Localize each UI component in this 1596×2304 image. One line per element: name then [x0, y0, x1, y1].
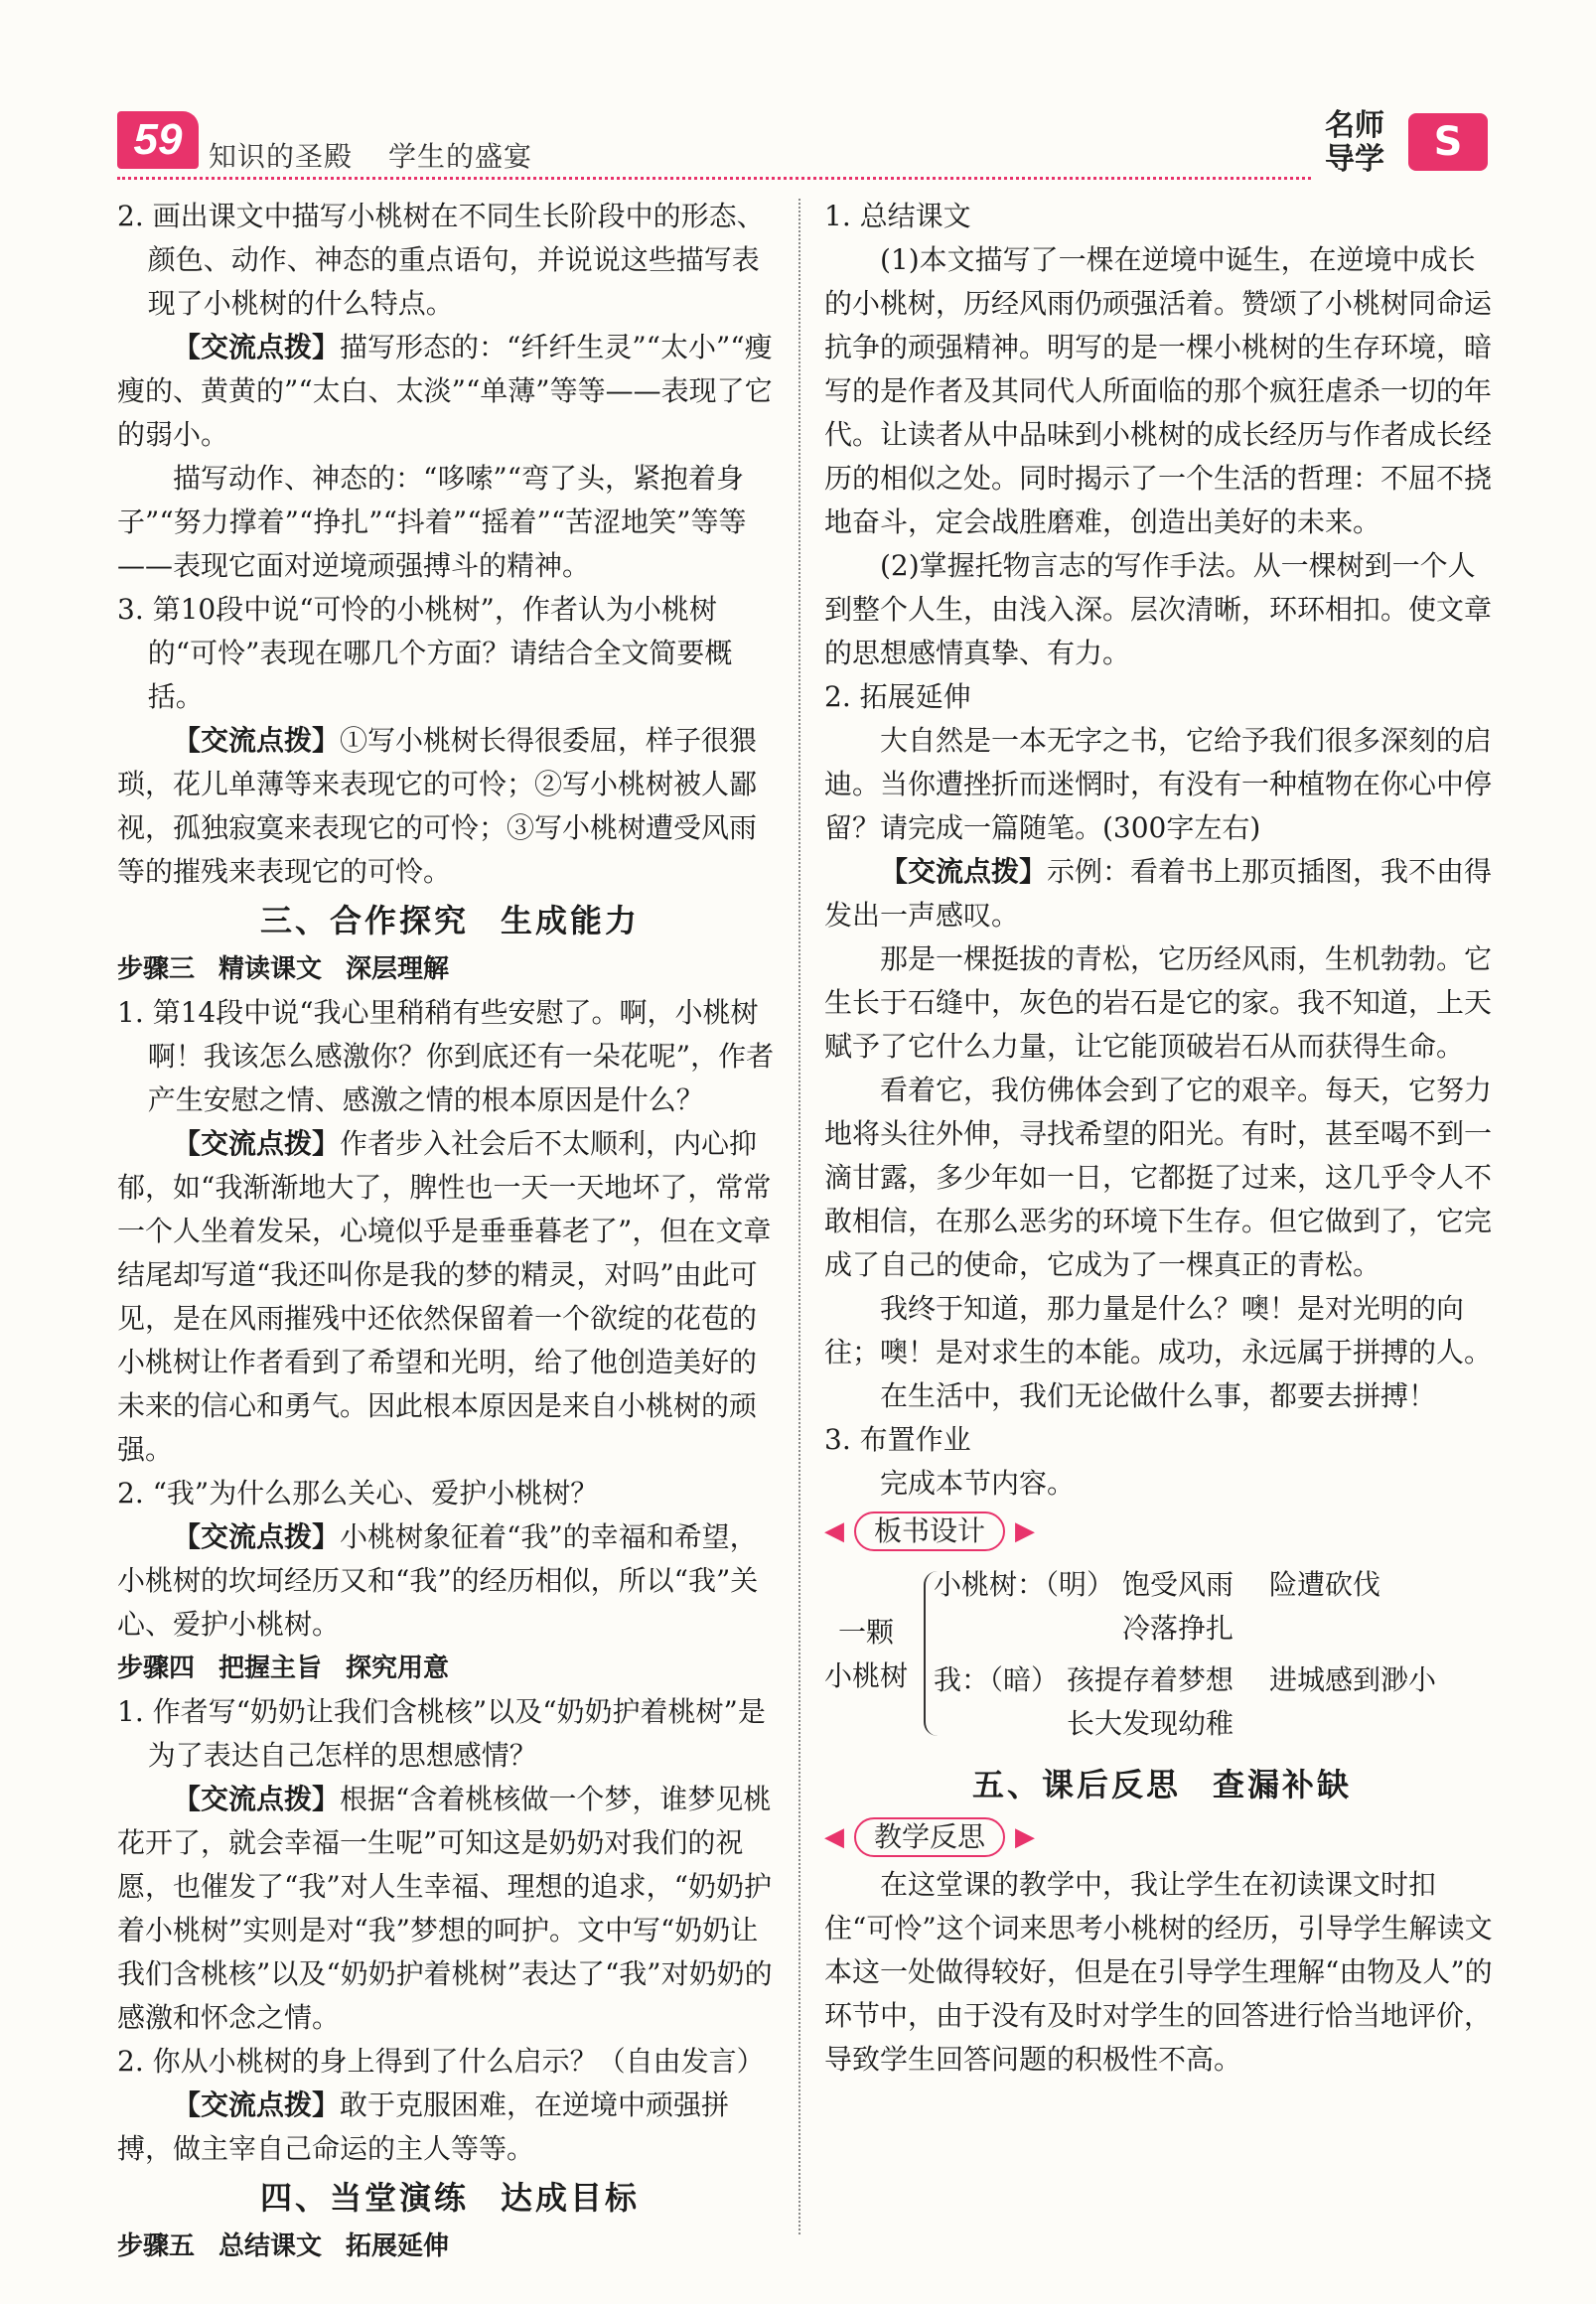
paragraph: 那是一棵挺拔的青松，它历经风雨，生机勃勃。它生长于石缝中，灰色的岩石是它的家。我不知道，上天赋予了它什么力量，让它能顶破岩石从而获得生命。 [824, 942, 1493, 1063]
slogan-2: 学生的盛宴 [388, 140, 533, 173]
header-rule [117, 177, 1311, 180]
header-slogan [209, 135, 568, 175]
tip-label: 【交流点拨】 [173, 1783, 341, 1815]
question: 2. 画出课文中描写小桃树在不同生长阶段中的形态、颜色、动作、神态的重点语句，并说说这些描写表现了小桃树的什么特点。 [117, 200, 765, 320]
brand-text-1: 名师 [1325, 108, 1384, 143]
paragraph: 完成本节内容。 [880, 1467, 1076, 1500]
arrow-left-icon: ◀ [824, 1516, 844, 1546]
question: 1. 第14段中说“我心里稍稍有些安慰了。啊，小桃树啊！我该怎么感激你？你到底还有一朵花呢”，作者产生安慰之情、感激之情的根本原因是什么？ [117, 996, 775, 1116]
tip-label: 【交流点拨】 [173, 1520, 341, 1553]
paragraph: 在这堂课的教学中，我让学生在初读课文时扣住“可怜”这个词来思考小桃树的经历，引导学生解读文本这一处做得较好，但是在引导学生理解“由物及人”的环节中，由于没有及时对学生的回答进行恰当地评价，导致学生回答问题的积极性不高。 [824, 1868, 1493, 2076]
tip-label: 【交流点拨】 [173, 724, 341, 757]
question: 2. 你从小桃树的身上得到了什么启示？（自由发言） [117, 2045, 765, 2078]
tip-label: 【交流点拨】 [880, 855, 1048, 888]
board-design-tag: ◀ 板书设计 ▶ [824, 1510, 1035, 1553]
paragraph: (1)本文描写了一棵在逆境中诞生，在逆境中成长的小桃树，历经风雨仍顽强活着。赞颂了小桃树同命运抗争的顽强精神。明写的是一棵小桃树的生存环境，暗写的是作者及其同代人所面临的那个疯狂虐杀一切的年代。让读者从中品味到小桃树的成长经历与作者成长经历的相似之处。同时揭示了一个生活的哲理：不屈不挠地奋斗，定会战胜磨难，创造出美好的未来。 [824, 243, 1493, 538]
brand-logo-icon: S [1408, 113, 1488, 171]
brand-text-2: 导学 [1325, 142, 1384, 177]
board-design: 一颗 小桃树 小桃树：（明） 饱受风雨 险遭砍伐 冷落挣扎 我：（暗） 孩提存着梦想 进城感到渺小 长大发现幼稚 [824, 1568, 1437, 1740]
answer: 【交流点拨】小桃树象征着“我”的幸福和希望，小桃树的坎坷经历又和“我”的经历相似，所以“我”关心、爱护小桃树。 [117, 1520, 759, 1641]
arrow-right-icon: ▶ [1015, 1516, 1036, 1546]
paragraph: 我终于知道，那力量是什么？噢！是对光明的向往；噢！是对求生的本能。成功，永远属于拼搏的人。 [824, 1292, 1493, 1368]
arrow-left-icon: ◀ [824, 1822, 844, 1852]
tip-label: 【交流点拨】 [173, 2088, 341, 2121]
page-header [0, 0, 1596, 189]
arrow-right-icon: ▶ [1015, 1822, 1036, 1852]
answer: 【交流点拨】①写小桃树长得很委屈，样子很猥琐，花儿单薄等来表现它的可怜；②写小桃树被人鄙视，孤独寂寞来表现它的可怜；③写小桃树遭受风雨等的摧残来表现它的可怜。 [117, 724, 758, 888]
answer: 描写动作、神态的：“哆嗦”“弯了头，紧抱着身子”“努力撑着”“挣扎”“抖着”“摇着”“苦涩地笑”等等——表现它面对逆境顽强搏斗的精神。 [117, 462, 747, 582]
tip-label: 【交流点拨】 [173, 1127, 341, 1160]
reflection-tag: ◀ 教学反思 ▶ [824, 1815, 1035, 1859]
answer: 【交流点拨】示例：看着书上那页插图，我不由得发出一声感叹。 [824, 855, 1493, 932]
brand [1313, 109, 1492, 179]
answer: 【交流点拨】根据“含着桃核做一个梦，谁梦见桃花开了，就会幸福一生呢”可知这是奶奶对我们的祝愿，也催发了“我”对人生幸福、理想的追求，“奶奶护着小桃树”实则是对“我”梦想的呵护。文中写“奶奶让我们含桃核”以及“奶奶护着桃树”表达了“我”对奶奶的感激和怀念之情。 [117, 1783, 773, 2034]
answer: 【交流点拨】敢于克服困难，在逆境中顽强拼搏，做主宰自己命运的主人等等。 [117, 2088, 730, 2165]
right-column [824, 195, 1500, 2082]
section-heading: 三、合作探究 生成能力 [259, 902, 641, 939]
subheading: 3. 布置作业 [824, 1423, 971, 1456]
tip-label: 【交流点拨】 [173, 331, 341, 363]
question: 2. “我”为什么那么关心、爱护小桃树？ [117, 1477, 599, 1510]
left-column [117, 195, 783, 2268]
section-heading: 四、当堂演练 达成目标 [259, 2179, 641, 2217]
answer: 【交流点拨】描写形态的：“纤纤生灵”“太小”“瘦瘦的、黄黄的”“太白、太淡”“单薄”等等——表现了它的弱小。 [117, 331, 773, 451]
step-heading: 步骤三 精读课文 深层理解 [117, 954, 450, 984]
subheading: 1. 总结课文 [824, 200, 971, 232]
step-heading: 步骤四 把握主旨 探究用意 [117, 1654, 450, 1683]
question: 3. 第10段中说“可怜的小桃树”，作者认为小桃树的“可怜”表现在哪几个方面？请结合全文简要概括。 [117, 593, 733, 713]
page-number: 59 [117, 111, 199, 169]
subheading: 2. 拓展延伸 [824, 680, 971, 713]
paragraph: 在生活中，我们无论做什么事，都要去拼搏！ [880, 1379, 1437, 1412]
answer: 【交流点拨】作者步入社会后不太顺利，内心抑郁，如“我渐渐地大了，脾性也一天一天地坏了，常常一个人坐着发呆，心境似乎是垂垂暮老了”，但在文章结尾却写道“我还叫你是我的梦的精灵，对吗”由此可见，是在风雨摧残中还依然保留着一个欲绽的花苞的小桃树让作者看到了希望和光明，给了他创造美好的未来的信心和勇气。因此根本原因是来自小桃树的顽强。 [117, 1127, 772, 1466]
paragraph: (2)掌握托物言志的写作手法。从一棵树到一个人到整个人生，由浅入深。层次清晰，环环相扣。使文章的思想感情真挚、有力。 [824, 549, 1493, 669]
slogan-1: 知识的圣殿 [209, 140, 354, 173]
paragraph: 看着它，我仿佛体会到了它的艰辛。每天，它努力地将头往外伸，寻找希望的阳光。有时，甚至喝不到一滴甘露，多少年如一日，它都挺了过来，这几乎令人不敢相信，在那么恶劣的环境下生存。但它做到了，它完成了自己的使命，它成为了一棵真正的青松。 [824, 1074, 1493, 1281]
column-divider [798, 199, 800, 2234]
step-heading: 步骤五 总结课文 拓展延伸 [117, 2232, 450, 2261]
question: 1. 作者写“奶奶让我们含桃核”以及“奶奶护着桃树”是为了表达自己怎样的思想感情？ [117, 1695, 766, 1772]
paragraph: 大自然是一本无字之书，它给予我们很多深刻的启迪。当你遭挫折而迷惘时，有没有一种植物在你心中停留？请完成一篇随笔。(300字左右) [824, 724, 1493, 844]
section-heading: 五、课后反思 查漏补缺 [971, 1766, 1353, 1803]
